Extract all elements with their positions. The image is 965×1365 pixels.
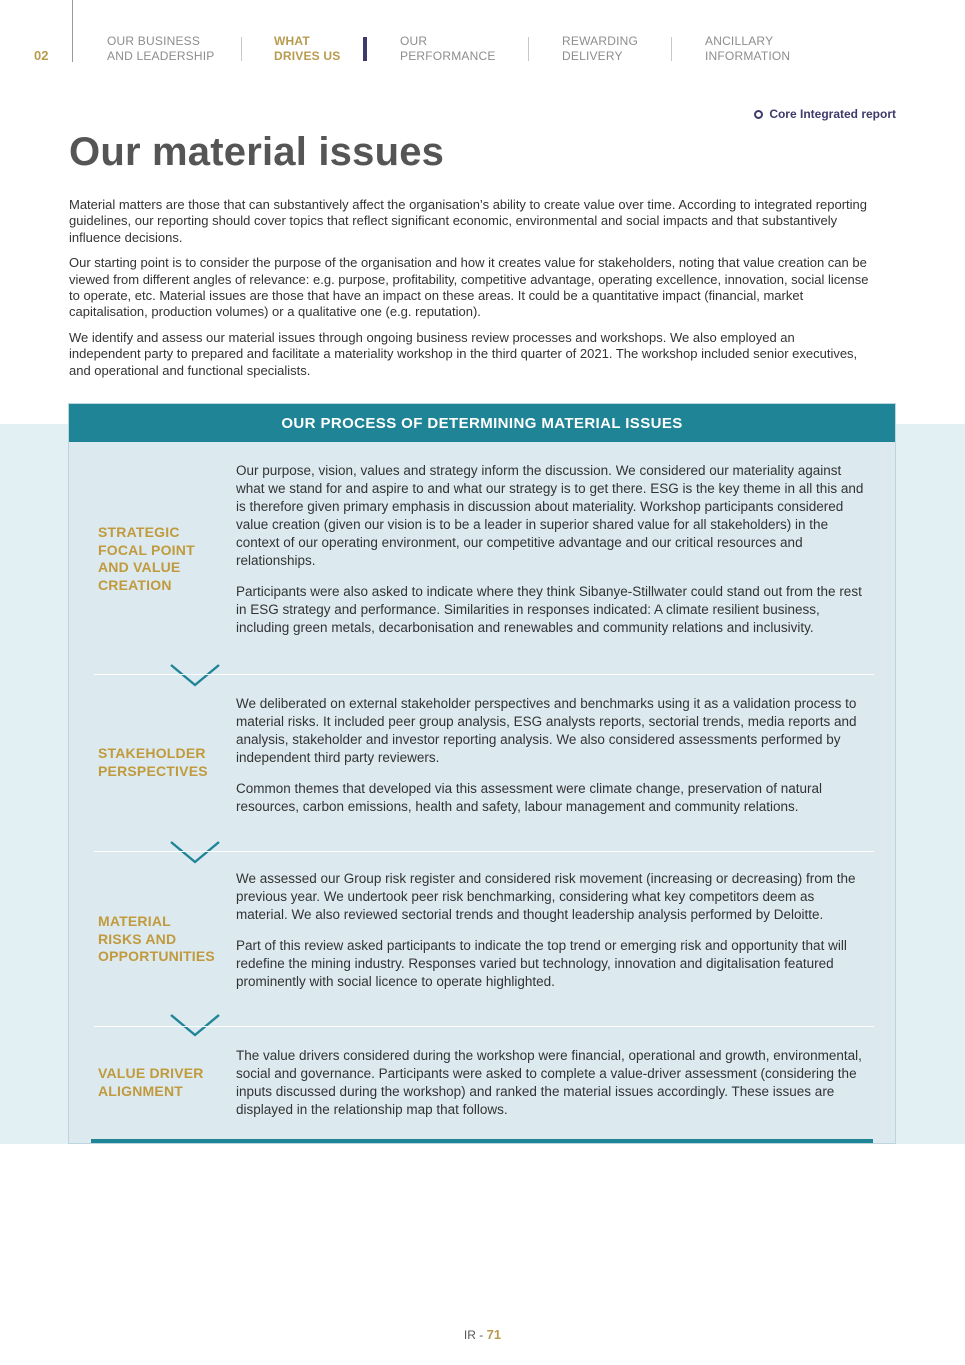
- step-paragraph: We assessed our Group risk register and considered risk movement (increasing or decreasing) from the previous year. We undertook peer risk benchmarking, considering what key competitors deem as material. We also reviewed sectorial trends and thought leadership analysis performed by Deloitte.: [236, 871, 856, 922]
- section-divider: [94, 851, 874, 852]
- step-paragraph: Our purpose, vision, values and strategy inform the discussion. We considered our materiality against what we stand for and aspire to and what our strategy is to get there. ESG is the key theme in all this and is therefore given primary emphasis in discussion about materiality. Workshop participants considered value creation (given our vision is to be a leader in superior shared value for all stakeholders) in the context of our operating environment, our competitive advantage and our critical resources and relationships.: [236, 463, 864, 568]
- step-label-line: STAKEHOLDER: [98, 745, 206, 761]
- step-label: [98, 1065, 218, 1100]
- step-body: [236, 870, 866, 1004]
- chevron-down-icon: [169, 1012, 221, 1038]
- intro-paragraph: Material matters are those that can substantively affect the organisation’s ability to create value over time. According to integrated reporting guidelines, our reporting should cover topics that reflect significant economic, environmental and social impacts and that substantively influence decisions.: [69, 197, 868, 245]
- section-divider: [94, 1026, 874, 1027]
- nav-item-line: OUR BUSINESS: [107, 34, 201, 48]
- nav-separator: [528, 37, 529, 61]
- nav-separator: [241, 37, 242, 61]
- intro-paragraph: Our starting point is to consider the purpose of the organisation and how it creates value for stakeholders, noting that value creation can be viewed from different angles of relevance: e.g. purpose, profitability, competitive advantage, operating excellence, innovation, social license to operate, etc. Material issues are those that have an impact on these areas. It could be a quantitative impact (financial, market capitalisation, production volumes) or a qualitative one (e.g. reputation).: [69, 255, 869, 320]
- step-label-line: STRATEGIC: [98, 524, 180, 540]
- step-body: [236, 1047, 866, 1132]
- nav-item-line: INFORMATION: [705, 49, 791, 63]
- step-label-line: AND VALUE: [98, 559, 181, 575]
- nav-item-ancillary-information[interactable]: [705, 34, 790, 64]
- nav-item-line: WHAT: [274, 34, 310, 48]
- core-report-tag: [754, 107, 896, 121]
- process-panel: [68, 403, 896, 1144]
- step-label: [98, 913, 218, 966]
- nav-separator: [671, 37, 672, 61]
- step-label-line: VALUE DRIVER: [98, 1065, 204, 1081]
- step-paragraph: The value drivers considered during the workshop were financial, operational and growth, environmental, social and governance. Participants were asked to complete a value-driver assessment (considering the inputs discussed during the workshop) and ranked the material issues accordingly. These issues are displayed in the relationship map that follows.: [236, 1048, 862, 1117]
- page-footer: [0, 1327, 965, 1342]
- footer-page-number: 71: [486, 1327, 502, 1342]
- footer-prefix: IR -: [463, 1328, 487, 1342]
- nav-item-our-performance[interactable]: [400, 34, 496, 64]
- nav-item-our-business[interactable]: [107, 34, 215, 64]
- top-navigation: [0, 0, 965, 80]
- process-panel-title: OUR PROCESS OF DETERMINING MATERIAL ISSUES: [69, 404, 895, 442]
- section-number: 02: [34, 48, 49, 63]
- step-label: [98, 745, 218, 780]
- chevron-down-icon: [169, 839, 221, 865]
- nav-item-line: REWARDING: [562, 34, 639, 48]
- step-body: [236, 462, 866, 650]
- step-label-line: CREATION: [98, 576, 172, 593]
- nav-item-line: OUR: [400, 34, 428, 48]
- panel-bottom-bar: [91, 1139, 873, 1143]
- nav-divider: [72, 0, 73, 62]
- step-body: [236, 695, 866, 829]
- step-label-line: MATERIAL: [98, 913, 171, 929]
- nav-active-marker: [363, 37, 367, 61]
- step-label: [98, 524, 218, 594]
- step-label-line: OPPORTUNITIES: [98, 948, 215, 964]
- step-label-line: FOCAL POINT: [98, 541, 195, 558]
- core-report-label: Core Integrated report: [769, 107, 896, 121]
- page-title: Our material issues: [69, 130, 445, 174]
- step-paragraph: We deliberated on external stakeholder perspectives and benchmarks using it as a validation process to material risks. It included peer group analysis, ESG analysts reports, sectorial trends, media reports and analysis, stakeholder and investor reporting analysis. We also considered assessments performed by independent third party reviewers.: [236, 696, 857, 765]
- step-paragraph: Common themes that developed via this assessment were climate change, preservation of natural resources, carbon emissions, health and safety, labour management and community relations.: [236, 781, 823, 814]
- nav-item-line: PERFORMANCE: [400, 49, 496, 63]
- nav-item-line: DELIVERY: [562, 49, 623, 63]
- step-paragraph: Participants were also asked to indicate where they think Sibanye-Stillwater could stand out from the rest in ESG strategy and performance. Similarities in responses indicated: A climate resilient business, including green metals, decarbonisation and renewables and community relations and inclusivity.: [236, 584, 862, 635]
- section-divider: [94, 674, 874, 675]
- circle-bullet-icon: [754, 110, 763, 119]
- chevron-down-icon: [169, 662, 221, 688]
- nav-item-rewarding-delivery[interactable]: [562, 34, 638, 64]
- intro-paragraph: We identify and assess our material issues through ongoing business review processes and workshops. We also employed an independent party to prepared and facilitate a materiality workshop in the third quarter of 2021. The workshop included senior executives, and operational and functional specialists.: [69, 329, 858, 378]
- nav-item-line: ANCILLARY: [705, 34, 774, 48]
- nav-item-what-drives-us[interactable]: [274, 34, 340, 64]
- nav-item-line: AND LEADERSHIP: [107, 49, 215, 63]
- nav-item-line: DRIVES US: [274, 49, 341, 63]
- step-label-line: RISKS AND: [98, 930, 177, 947]
- step-label-line: ALIGNMENT: [98, 1082, 184, 1099]
- step-label-line: PERSPECTIVES: [98, 762, 208, 779]
- intro-text: [69, 197, 869, 388]
- step-paragraph: Part of this review asked participants to indicate the top trend or emerging risk and opportunity that will redefine the mining industry. Responses varied but technology, innovation and digitalisation featured prominently with social licence to operate highlighted.: [236, 938, 847, 989]
